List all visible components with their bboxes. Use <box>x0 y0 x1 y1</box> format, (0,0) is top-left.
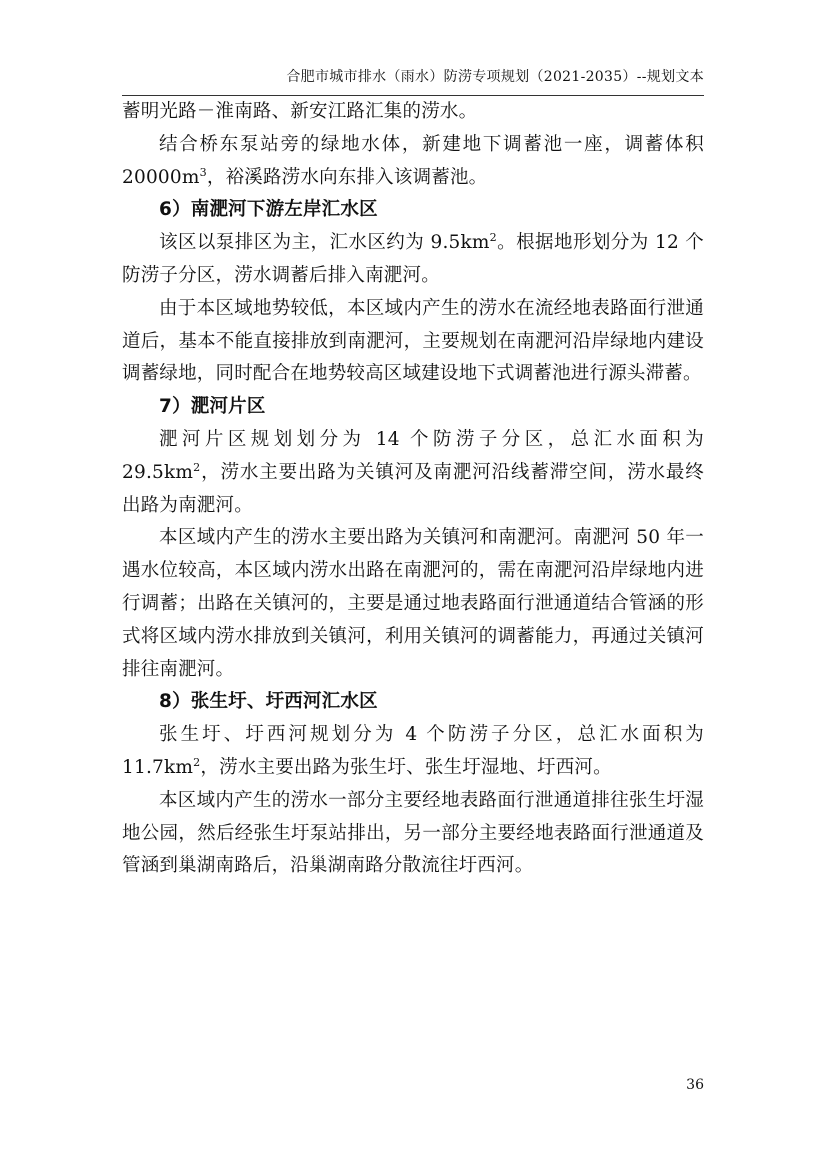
section-heading: 8）张生圩、圩西河汇水区 <box>159 691 378 713</box>
paragraph: 蓄明光路－淮南路、新安江路汇集的涝水。 <box>122 101 478 122</box>
section-heading: 7）淝河片区 <box>159 396 266 418</box>
paragraph: 张生圩、圩西河规划分为 4 个防涝子分区，总汇水面积为 $11.7km^2$，涝水主要出路为张生圩、张生圩湿地、圩西河。 <box>122 724 704 778</box>
paragraph: 该区以泵排区为主，汇水区约为 $9.5km^2$。根据地形划分为 12 个防涝子分区，涝水调蓄后排入南淝河。 <box>122 231 704 286</box>
section-heading: 6）南淝河下游左岸汇水区 <box>159 199 378 221</box>
document-body <box>122 96 704 883</box>
running-header: 合肥市城市排水（雨水）防涝专项规划（2021-2035）--规划文本 <box>286 69 704 85</box>
paragraph: 本区域内产生的涝水一部分主要经地表路面行泄通道排往张生圩湿地公园，然后经张生圩泵站排出，另一部分主要经地表路面行泄通道及管涵到巢湖南路后，沿巢湖南路分散流往圩西河。 <box>122 789 704 877</box>
paragraph: 淝河片区规划划分为 14 个防涝子分区，总汇水面积为 $29.5km^2$，涝水主要出路为关镇河及南淝河沿线蓄滞空间，涝水最终出路为南淝河。 <box>122 428 704 516</box>
paragraph: 由于本区域地势较低，本区域内产生的涝水在流经地表路面行泄通道后，基本不能直接排放到南淝河，主要规划在南淝河沿岸绿地内建设调蓄绿地，同时配合在地势较高区域建设地下式调蓄池进行源头滞蓄。 <box>122 297 704 385</box>
paragraph: 结合桥东泵站旁的绿地水体，新建地下调蓄池一座，调蓄体积$20000m^3$，裕溪路涝水向东排入该调蓄池。 <box>122 133 704 188</box>
paragraph: 本区域内产生的涝水主要出路为关镇河和南淝河。南淝河 50 年一遇水位较高，本区域内涝水出路在南淝河的，需在南淝河沿岸绿地内进行调蓄；出路在关镇河的，主要是通过地表路面行泄通道结合管涵的形式将区域内涝水排放到关镇河，利用关镇河的调蓄能力，再通过关镇河排往南淝河。 <box>122 527 704 680</box>
page-number: 36 <box>686 1077 704 1093</box>
